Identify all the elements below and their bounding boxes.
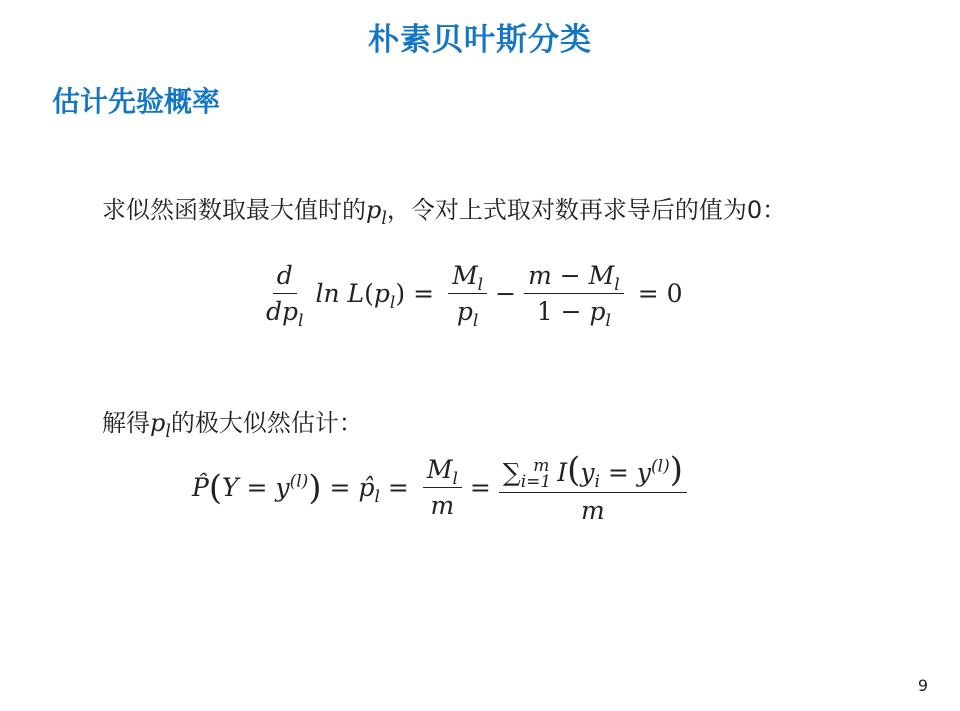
slide-title: 朴素贝叶斯分类 (368, 22, 592, 58)
section-heading: 估计先验概率 (52, 85, 221, 118)
page-number: 9 (917, 676, 928, 695)
equation-derivative: $\frac{d}{dp_l}$ ln L ( $p_l$ ) = $\frac{M_l}{p_l}$ − $\frac{m - M_l}{1 - p_l}$ = 0 (256, 256, 683, 330)
variable-p-l: $p_l$ (366, 196, 387, 229)
paragraph-text: 解得 (102, 409, 150, 437)
fraction-m-minus-ml: $\frac{m - M_l}{1 - p_l}$ (524, 261, 624, 326)
fraction-ml-m: $\frac{M_l}{m}$ (423, 455, 462, 520)
variable-p-l: $p_l$ (150, 409, 171, 442)
fraction-d-dpl: $\frac{d}{dp_l}$ (266, 260, 304, 331)
paragraph-text: ，令对上式取对数再求导后的值为0： (386, 196, 787, 224)
paragraph-likelihood (102, 190, 787, 229)
equation-mle: P̂ ( Y = $y^{(l)}$ ) = $p̂_l$ = $\frac{M_l}{m}$ = $\frac{\sum_{i=1}^m I(y_i = y^{(l)})}{m}$ (192, 450, 693, 524)
paragraph-estimate (102, 403, 363, 442)
paragraph-text: 求似然函数取最大值时的 (102, 196, 366, 224)
paragraph-text: 的极大似然估计： (170, 409, 363, 437)
fraction-sum-indicator: $\frac{\sum_{i=1}^m I(y_i = y^{(l)})}{m}$ (499, 450, 687, 525)
fraction-ml-pl: $\frac{M_l}{p_l}$ (448, 261, 487, 326)
